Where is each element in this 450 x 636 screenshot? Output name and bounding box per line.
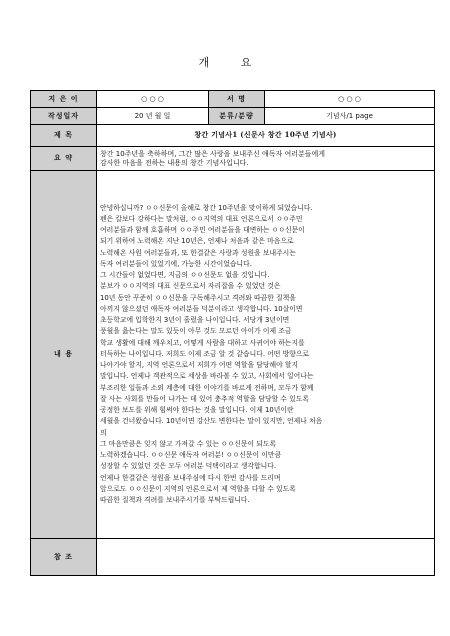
date-label: 작성일자 (31, 108, 97, 125)
content-line: 독자 여러분들이 있었기에, 가능한 시간이었습니다. (100, 259, 252, 268)
author-label: 지 은 이 (31, 91, 97, 108)
content-line: 여러분들과 함께 호흡하며 ㅇㅇ주민 여러분들을 대변하는 ㅇㅇ신문이 (100, 226, 305, 235)
date-row (31, 108, 435, 125)
signature-value: ○ ○ ○ (265, 91, 435, 108)
content-line: 안녕하십니까? ㅇㅇ신문이 올해로 창간 10주년을 맞이하게 되었습니다. (100, 203, 313, 212)
content-text (97, 171, 435, 539)
content-line: 의 (100, 428, 107, 437)
content-line: 터득하는 나이입니다. 저희도 이제 조금 알 것 같습니다. 어떤 방향으로 (100, 349, 310, 358)
reference-row (31, 539, 435, 576)
content-line: 노력하겠습니다. ㅇㅇ신문 애독자 여러분! ㅇㅇ신문이 이만큼 (100, 451, 282, 460)
page-title: 개 요 (198, 56, 266, 69)
content-line: 앞으로도 ㅇㅇ신문이 지역의 언론으로서 제 역할을 다할 수 있도록 (100, 484, 296, 493)
subject-row (31, 125, 435, 147)
summary-row (31, 147, 435, 171)
author-row (31, 91, 435, 108)
content-line: 아끼지 않으셨던 애독자 여러분들 덕분이라고 생각합니다. 10살이면 (100, 304, 303, 313)
content-label: 내 용 (31, 171, 97, 539)
reference-label: 참 조 (31, 539, 97, 576)
content-line: 그 마음만큼은 잊지 않고 가져갈 수 있는 ㅇㅇ신문이 되도록 (100, 439, 277, 448)
content-line: 풍월을 읊는다는 말도 있듯이 아무 것도 모르던 아이가 이제 조금 (100, 327, 292, 336)
content-line: 되기 위하여 노력해온 지난 10년은, 언제나 처음과 같은 마음으로 (100, 237, 294, 246)
content-line: 그 시간들이 없었다면, 지금의 ㅇㅇ신문도 없을 것입니다. (100, 271, 270, 280)
content-line: 10년 동안 꾸준히 ㅇㅇ신문을 구독해주시고 격려와 따끔한 질책을 (100, 293, 296, 302)
reference-value (97, 539, 435, 576)
content-line: 말입니다. 언제나 객관적으로 세상을 바라볼 수 있고, 사회에서 일어나는 (100, 372, 314, 381)
category-label: 분류/분량 (209, 108, 265, 125)
content-line: 공정한 보도를 위해 힘써야 한다는 것을 말입니다. 이제 10년이란 (100, 406, 294, 415)
summary-line: 창간 10주년을 축하하며, 그간 많은 사랑을 보내주신 애독자 여러분들에게 (100, 150, 326, 159)
content-line: 부조리한 일들과 소외 계층에 대한 이야기를 바르게 전하며, 모두가 함께 (100, 383, 314, 392)
content-line: 따끔한 질책과 격려를 보내주시기를 부탁드립니다. (100, 496, 250, 505)
date-value: 20 년 월 일 (97, 108, 209, 125)
summary-label: 요 약 (31, 147, 97, 171)
content-line: 펜은 칼보다 강하다는 말처럼, ㅇㅇ지역의 대표 언론으로서 ㅇㅇ주민 (100, 214, 303, 223)
content-line: 노력해온 사원 여러분들과, 또 한결같은 사랑과 성원을 보내주시는 (100, 248, 296, 257)
author-value: ○ ○ ○ (97, 91, 209, 108)
content-line: 언제나 한결같은 성원을 보내주심에 다시 한번 감사를 드리며 (100, 473, 281, 482)
subject-value: 창간 기념사1 (신문사 창간 10주년 기념사) (97, 125, 435, 147)
content-line: 초등학교에 입학한지 3년이 흘렀을 나이입니다. 서당개 3년이면 (100, 316, 290, 325)
content-line: 성장할 수 있었던 것은 모두 여러분 덕택이라고 생각합니다. (100, 462, 277, 471)
summary-line: 감사한 마음을 전하는 내용의 창간 기념사입니다. (100, 158, 249, 167)
content-line: 세월을 건너왔습니다. 10년이면 강산도 변한다는 말이 있지만, 언제나 처음 (100, 417, 323, 426)
content-line: 잘 사는 사회를 만들어 나가는 데 있어 충추적 역할을 담당할 수 있도록 (100, 394, 310, 403)
content-line: 분보가 ㅇㅇ지역의 대표 신문으로서 자리잡을 수 있었던 것은 (100, 282, 281, 291)
subject-label: 제 목 (31, 125, 97, 147)
content-row (31, 171, 435, 539)
summary-text (97, 147, 435, 171)
signature-label: 서 명 (209, 91, 265, 108)
content-line: 학교 생활에 대해 깨우치고, 어떻게 사람을 대하고 사귀어야 하는지를 (100, 338, 305, 347)
content-line: 나아가야 할지, 지역 언론으로서 저희가 어떤 역할을 담당해야 할지 (100, 361, 299, 370)
outline-form-table (30, 90, 435, 576)
category-value: 기념사/1 page (265, 108, 435, 125)
